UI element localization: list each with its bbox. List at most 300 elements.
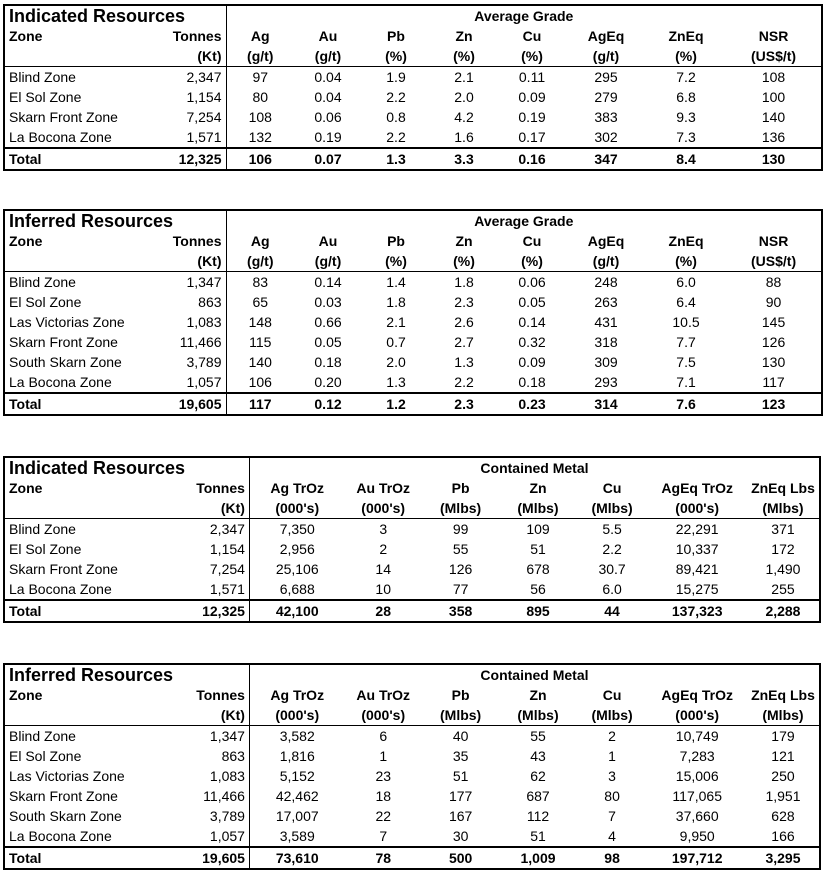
column-header: Au bbox=[318, 28, 338, 44]
value-cell: 6.8 bbox=[676, 89, 696, 105]
total-value: 358 bbox=[422, 600, 499, 622]
total-value: 2.3 bbox=[430, 393, 498, 415]
tonnes-value: 863 bbox=[159, 746, 250, 766]
column-unit: (g/t) bbox=[294, 46, 362, 67]
value-cell: 0.17 bbox=[518, 129, 546, 145]
value-cell: 1.8 bbox=[386, 294, 406, 310]
total-value: 1.2 bbox=[362, 393, 430, 415]
value-cell: 1 bbox=[379, 748, 388, 764]
column-unit: (g/t) bbox=[566, 46, 646, 67]
total-value: 44 bbox=[577, 600, 648, 622]
value-cell: 10 bbox=[375, 581, 391, 597]
value-cell: 0.14 bbox=[518, 314, 546, 330]
value-cell: 130 bbox=[726, 352, 822, 372]
value-cell: 15,006 bbox=[675, 768, 719, 784]
value-cell: 6,688 bbox=[279, 581, 315, 597]
tonnes-value: 3,789 bbox=[159, 806, 250, 826]
column-unit: (%) bbox=[430, 46, 498, 67]
column-header: Ag TrOz bbox=[270, 480, 325, 496]
zone-name: Las Victorias Zone bbox=[4, 312, 144, 332]
value-cell: 106 bbox=[248, 374, 272, 390]
value-cell: 7 bbox=[608, 808, 616, 824]
tonnes-value: 1,154 bbox=[144, 87, 226, 107]
value-cell: 117 bbox=[726, 372, 822, 393]
column-unit: (000's) bbox=[249, 498, 344, 519]
zone-header: Zone bbox=[4, 685, 159, 705]
zone-name: Blind Zone bbox=[4, 519, 159, 540]
tonnes-header: Tonnes bbox=[144, 231, 226, 251]
value-cell: 62 bbox=[530, 768, 546, 784]
units-row bbox=[4, 705, 820, 726]
value-cell: 6.4 bbox=[676, 294, 696, 310]
value-cell: 35 bbox=[452, 748, 469, 764]
value-cell: 126 bbox=[448, 561, 473, 577]
value-cell: 0.19 bbox=[518, 109, 546, 125]
value-cell: 55 bbox=[530, 728, 546, 744]
value-cell: 148 bbox=[248, 314, 272, 330]
value-cell: 0.7 bbox=[386, 334, 406, 350]
table-row bbox=[4, 67, 822, 88]
column-unit: (%) bbox=[498, 46, 566, 67]
table-row bbox=[4, 786, 820, 806]
table-row bbox=[4, 766, 820, 786]
value-cell: 88 bbox=[726, 272, 822, 293]
value-cell: 7.2 bbox=[676, 69, 696, 85]
value-cell: 126 bbox=[726, 332, 822, 352]
table-row bbox=[4, 292, 822, 312]
value-cell: 83 bbox=[252, 274, 269, 290]
total-value: 347 bbox=[566, 148, 646, 170]
column-unit: (Mlbs) bbox=[747, 498, 820, 519]
value-cell: 42,462 bbox=[275, 788, 319, 804]
total-value: 2,288 bbox=[747, 600, 820, 622]
zone-header: Zone bbox=[4, 231, 144, 251]
value-cell: 248 bbox=[594, 274, 618, 290]
column-header: Pb bbox=[451, 480, 470, 496]
value-cell: 0.04 bbox=[314, 89, 342, 105]
zone-name: South Skarn Zone bbox=[4, 806, 159, 826]
column-unit: (Mlbs) bbox=[577, 705, 648, 726]
total-value: 1,009 bbox=[499, 847, 576, 869]
value-cell: 97 bbox=[252, 69, 269, 85]
value-cell: 3 bbox=[379, 521, 388, 537]
total-label: Total bbox=[4, 393, 144, 415]
value-cell: 431 bbox=[594, 314, 618, 330]
tonnes-value: 2,347 bbox=[159, 519, 250, 540]
column-unit: (Mlbs) bbox=[747, 705, 820, 726]
zone-name: Las Victorias Zone bbox=[4, 766, 159, 786]
total-value: 0.07 bbox=[294, 148, 362, 170]
header-row bbox=[4, 685, 820, 705]
tonnes-header: Tonnes bbox=[159, 478, 250, 498]
value-cell: 2.2 bbox=[602, 541, 622, 557]
value-cell: 56 bbox=[530, 581, 546, 597]
value-cell: 177 bbox=[448, 788, 473, 804]
column-unit: (%) bbox=[362, 251, 430, 272]
header-row bbox=[4, 26, 822, 46]
column-unit: (Mlbs) bbox=[577, 498, 648, 519]
value-cell: 89,421 bbox=[675, 561, 719, 577]
table-row bbox=[4, 87, 822, 107]
value-cell: 112 bbox=[526, 808, 550, 824]
tonnes-value: 1,347 bbox=[159, 726, 250, 747]
table-title: Inferred Resources bbox=[4, 210, 226, 231]
table-title-row bbox=[4, 664, 820, 685]
value-cell: 1.3 bbox=[454, 354, 474, 370]
zone-name: Skarn Front Zone bbox=[4, 559, 159, 579]
total-tonnes: 12,325 bbox=[144, 148, 226, 170]
value-cell: 2 bbox=[379, 541, 388, 557]
value-cell: 172 bbox=[747, 539, 820, 559]
column-unit: (Mlbs) bbox=[499, 498, 576, 519]
tonnes-value: 7,254 bbox=[144, 107, 226, 127]
zone-name: Skarn Front Zone bbox=[4, 107, 144, 127]
column-header: Cu bbox=[602, 687, 622, 703]
total-value: 42,100 bbox=[249, 600, 344, 622]
value-cell: 80 bbox=[604, 788, 620, 804]
table-row bbox=[4, 332, 822, 352]
column-header: ZnEq Lbs bbox=[747, 685, 820, 705]
value-cell: 30 bbox=[452, 828, 469, 844]
column-header: NSR bbox=[726, 231, 822, 251]
column-header: Cu bbox=[522, 28, 542, 44]
value-cell: 22 bbox=[375, 808, 392, 824]
value-cell: 25,106 bbox=[275, 561, 319, 577]
total-row bbox=[4, 600, 820, 622]
header-row bbox=[4, 478, 820, 498]
value-cell: 2 bbox=[608, 728, 616, 744]
column-header: AgEq TrOz bbox=[661, 480, 733, 496]
value-cell: 5,152 bbox=[279, 768, 315, 784]
table-row bbox=[4, 539, 820, 559]
zone-header: Zone bbox=[4, 478, 159, 498]
value-cell: 145 bbox=[726, 312, 822, 332]
value-cell: 2,956 bbox=[279, 541, 315, 557]
value-cell: 2.6 bbox=[454, 314, 474, 330]
column-unit: (000's) bbox=[647, 705, 747, 726]
value-cell: 2.1 bbox=[386, 314, 406, 330]
indicated-grade-table bbox=[3, 4, 823, 171]
table-group-header: Contained Metal bbox=[249, 664, 820, 685]
table-row bbox=[4, 806, 820, 826]
value-cell: 250 bbox=[747, 766, 820, 786]
table-row bbox=[4, 352, 822, 372]
value-cell: 65 bbox=[252, 294, 269, 310]
value-cell: 108 bbox=[726, 67, 822, 88]
column-unit: (000's) bbox=[345, 498, 422, 519]
table-title-row bbox=[4, 457, 820, 478]
value-cell: 383 bbox=[594, 109, 618, 125]
column-header: ZnEq bbox=[668, 28, 704, 44]
value-cell: 100 bbox=[726, 87, 822, 107]
total-label: Total bbox=[4, 600, 159, 622]
value-cell: 3,582 bbox=[279, 728, 315, 744]
value-cell: 80 bbox=[252, 89, 269, 105]
value-cell: 6 bbox=[379, 728, 388, 744]
total-tonnes: 19,605 bbox=[159, 847, 250, 869]
column-header: Pb bbox=[387, 28, 405, 44]
column-unit: (%) bbox=[646, 46, 726, 67]
value-cell: 9,950 bbox=[679, 828, 715, 844]
zone-name: El Sol Zone bbox=[4, 746, 159, 766]
total-value: 28 bbox=[345, 600, 422, 622]
column-header: Ag bbox=[250, 233, 270, 249]
table-row bbox=[4, 127, 822, 148]
tonnes-header: Tonnes bbox=[144, 26, 226, 46]
total-row bbox=[4, 148, 822, 170]
column-unit: (%) bbox=[430, 251, 498, 272]
value-cell: 117,065 bbox=[672, 788, 722, 804]
indicated-metal-table bbox=[3, 456, 821, 623]
tonnes-unit: (Kt) bbox=[159, 498, 250, 519]
table-title-row bbox=[4, 210, 822, 231]
total-row bbox=[4, 847, 820, 869]
value-cell: 279 bbox=[594, 89, 618, 105]
zone-name: La Bocona Zone bbox=[4, 127, 144, 148]
value-cell: 22,291 bbox=[675, 521, 719, 537]
value-cell: 2.0 bbox=[454, 89, 474, 105]
tonnes-value: 1,057 bbox=[144, 372, 226, 393]
value-cell: 2.2 bbox=[386, 129, 406, 145]
table-row bbox=[4, 372, 822, 393]
tonnes-value: 1,083 bbox=[159, 766, 250, 786]
value-cell: 90 bbox=[726, 292, 822, 312]
value-cell: 10,749 bbox=[675, 728, 719, 744]
value-cell: 2.2 bbox=[454, 374, 474, 390]
value-cell: 0.66 bbox=[314, 314, 342, 330]
value-cell: 1.4 bbox=[386, 274, 406, 290]
value-cell: 0.05 bbox=[518, 294, 546, 310]
total-value: 3.3 bbox=[430, 148, 498, 170]
column-header: Zn bbox=[529, 480, 547, 496]
value-cell: 687 bbox=[526, 788, 550, 804]
value-cell: 2.2 bbox=[386, 89, 406, 105]
tonnes-unit: (Kt) bbox=[144, 46, 226, 67]
value-cell: 55 bbox=[452, 541, 469, 557]
zone-name: El Sol Zone bbox=[4, 292, 144, 312]
column-header: NSR bbox=[726, 26, 822, 46]
value-cell: 1,951 bbox=[747, 786, 820, 806]
value-cell: 6.0 bbox=[676, 274, 696, 290]
value-cell: 1.6 bbox=[454, 129, 474, 145]
total-value: 123 bbox=[726, 393, 822, 415]
column-unit: (g/t) bbox=[226, 251, 294, 272]
column-unit: (US$/t) bbox=[726, 251, 822, 272]
value-cell: 7,283 bbox=[679, 748, 715, 764]
value-cell: 167 bbox=[448, 808, 473, 824]
column-unit: (g/t) bbox=[566, 251, 646, 272]
value-cell: 255 bbox=[747, 579, 820, 600]
column-unit: (g/t) bbox=[294, 251, 362, 272]
value-cell: 136 bbox=[726, 127, 822, 148]
tonnes-value: 7,254 bbox=[159, 559, 250, 579]
value-cell: 0.8 bbox=[386, 109, 406, 125]
value-cell: 23 bbox=[375, 768, 392, 784]
table-row bbox=[4, 272, 822, 293]
table-row bbox=[4, 312, 822, 332]
value-cell: 0.09 bbox=[518, 89, 546, 105]
column-unit: (US$/t) bbox=[726, 46, 822, 67]
value-cell: 108 bbox=[248, 109, 272, 125]
zone-name: South Skarn Zone bbox=[4, 352, 144, 372]
zone-name: La Bocona Zone bbox=[4, 372, 144, 393]
value-cell: 309 bbox=[594, 354, 618, 370]
inferred-metal-table bbox=[3, 663, 821, 870]
column-header: Cu bbox=[602, 480, 622, 496]
total-value: 0.23 bbox=[498, 393, 566, 415]
column-unit: (Mlbs) bbox=[422, 705, 499, 726]
header-row bbox=[4, 231, 822, 251]
zone-header-blank bbox=[4, 251, 144, 272]
total-value: 3,295 bbox=[747, 847, 820, 869]
value-cell: 7.1 bbox=[676, 374, 696, 390]
table-row bbox=[4, 826, 820, 847]
tonnes-value: 1,571 bbox=[159, 579, 250, 600]
total-value: 130 bbox=[726, 148, 822, 170]
table-title: Indicated Resources bbox=[4, 457, 249, 478]
tonnes-value: 2,347 bbox=[144, 67, 226, 88]
value-cell: 17,007 bbox=[275, 808, 319, 824]
value-cell: 0.03 bbox=[314, 294, 342, 310]
value-cell: 132 bbox=[248, 129, 272, 145]
zone-name: Skarn Front Zone bbox=[4, 786, 159, 806]
total-value: 106 bbox=[226, 148, 294, 170]
total-value: 117 bbox=[226, 393, 294, 415]
table-title-row bbox=[4, 5, 822, 26]
column-header: Pb bbox=[387, 233, 405, 249]
column-header: Zn bbox=[455, 28, 473, 44]
value-cell: 40 bbox=[452, 728, 469, 744]
value-cell: 0.20 bbox=[314, 374, 342, 390]
column-unit: (000's) bbox=[647, 498, 747, 519]
zone-name: El Sol Zone bbox=[4, 539, 159, 559]
table-title: Indicated Resources bbox=[4, 5, 226, 26]
column-header: ZnEq bbox=[668, 233, 704, 249]
table-row bbox=[4, 746, 820, 766]
value-cell: 1,816 bbox=[279, 748, 315, 764]
column-unit: (%) bbox=[498, 251, 566, 272]
column-unit: (000's) bbox=[345, 705, 422, 726]
value-cell: 0.18 bbox=[314, 354, 342, 370]
value-cell: 10.5 bbox=[672, 314, 700, 330]
value-cell: 0.14 bbox=[314, 274, 342, 290]
value-cell: 0.05 bbox=[314, 334, 342, 350]
total-label: Total bbox=[4, 847, 159, 869]
value-cell: 140 bbox=[726, 107, 822, 127]
column-header: Zn bbox=[455, 233, 473, 249]
value-cell: 99 bbox=[452, 521, 469, 537]
value-cell: 7 bbox=[379, 828, 388, 844]
column-header: Pb bbox=[451, 687, 470, 703]
value-cell: 43 bbox=[530, 748, 546, 764]
tonnes-unit: (Kt) bbox=[144, 251, 226, 272]
column-header: Ag TrOz bbox=[270, 687, 325, 703]
total-value: 98 bbox=[577, 847, 648, 869]
value-cell: 10,337 bbox=[675, 541, 719, 557]
tonnes-header: Tonnes bbox=[159, 685, 250, 705]
value-cell: 4.2 bbox=[454, 109, 474, 125]
value-cell: 14 bbox=[375, 561, 391, 577]
zone-name: El Sol Zone bbox=[4, 87, 144, 107]
value-cell: 0.18 bbox=[518, 374, 546, 390]
zone-header-blank bbox=[4, 705, 159, 726]
value-cell: 4 bbox=[608, 828, 616, 844]
value-cell: 295 bbox=[594, 69, 618, 85]
value-cell: 318 bbox=[594, 334, 618, 350]
column-header: Ag bbox=[250, 28, 270, 44]
value-cell: 0.11 bbox=[518, 69, 546, 85]
value-cell: 6.0 bbox=[602, 581, 622, 597]
column-header: AgEq TrOz bbox=[661, 687, 733, 703]
total-value: 8.4 bbox=[646, 148, 726, 170]
total-value: 1.3 bbox=[362, 148, 430, 170]
table-row bbox=[4, 519, 820, 540]
tonnes-value: 1,347 bbox=[144, 272, 226, 293]
total-value: 314 bbox=[566, 393, 646, 415]
column-unit: (000's) bbox=[249, 705, 344, 726]
column-unit: (Mlbs) bbox=[499, 705, 576, 726]
value-cell: 2.7 bbox=[454, 334, 474, 350]
table-title: Inferred Resources bbox=[4, 664, 249, 685]
total-value: 7.6 bbox=[646, 393, 726, 415]
value-cell: 2.0 bbox=[386, 354, 406, 370]
zone-header-blank bbox=[4, 46, 144, 67]
table-row bbox=[4, 559, 820, 579]
column-header: Zn bbox=[529, 687, 547, 703]
column-header: Cu bbox=[522, 233, 542, 249]
tonnes-value: 11,466 bbox=[144, 332, 226, 352]
units-row bbox=[4, 251, 822, 272]
value-cell: 0.19 bbox=[314, 129, 342, 145]
table-group-header: Average Grade bbox=[226, 210, 822, 231]
table-group-header: Contained Metal bbox=[249, 457, 820, 478]
value-cell: 0.09 bbox=[518, 354, 546, 370]
total-value: 137,323 bbox=[647, 600, 747, 622]
zone-name: Blind Zone bbox=[4, 272, 144, 293]
value-cell: 51 bbox=[452, 768, 469, 784]
zone-name: La Bocona Zone bbox=[4, 579, 159, 600]
column-unit: (%) bbox=[362, 46, 430, 67]
zone-name: Blind Zone bbox=[4, 67, 144, 88]
value-cell: 1,490 bbox=[747, 559, 820, 579]
value-cell: 3 bbox=[608, 768, 616, 784]
total-tonnes: 12,325 bbox=[159, 600, 250, 622]
column-header: ZnEq Lbs bbox=[747, 478, 820, 498]
value-cell: 37,660 bbox=[675, 808, 719, 824]
value-cell: 115 bbox=[249, 334, 272, 350]
column-header: Au bbox=[318, 233, 338, 249]
value-cell: 109 bbox=[526, 521, 550, 537]
value-cell: 140 bbox=[248, 354, 272, 370]
total-tonnes: 19,605 bbox=[144, 393, 226, 415]
total-value: 0.16 bbox=[498, 148, 566, 170]
table-group-header: Average Grade bbox=[226, 5, 822, 26]
value-cell: 7.3 bbox=[676, 129, 696, 145]
column-header: Au TrOz bbox=[356, 687, 411, 703]
table-row bbox=[4, 107, 822, 127]
value-cell: 1.9 bbox=[386, 69, 406, 85]
tonnes-value: 1,083 bbox=[144, 312, 226, 332]
value-cell: 77 bbox=[452, 581, 469, 597]
tonnes-value: 863 bbox=[144, 292, 226, 312]
column-unit: (%) bbox=[646, 251, 726, 272]
value-cell: 3,589 bbox=[279, 828, 315, 844]
total-value: 895 bbox=[499, 600, 576, 622]
column-unit: (g/t) bbox=[226, 46, 294, 67]
value-cell: 0.04 bbox=[314, 69, 342, 85]
value-cell: 9.3 bbox=[676, 109, 696, 125]
zone-header-blank bbox=[4, 498, 159, 519]
